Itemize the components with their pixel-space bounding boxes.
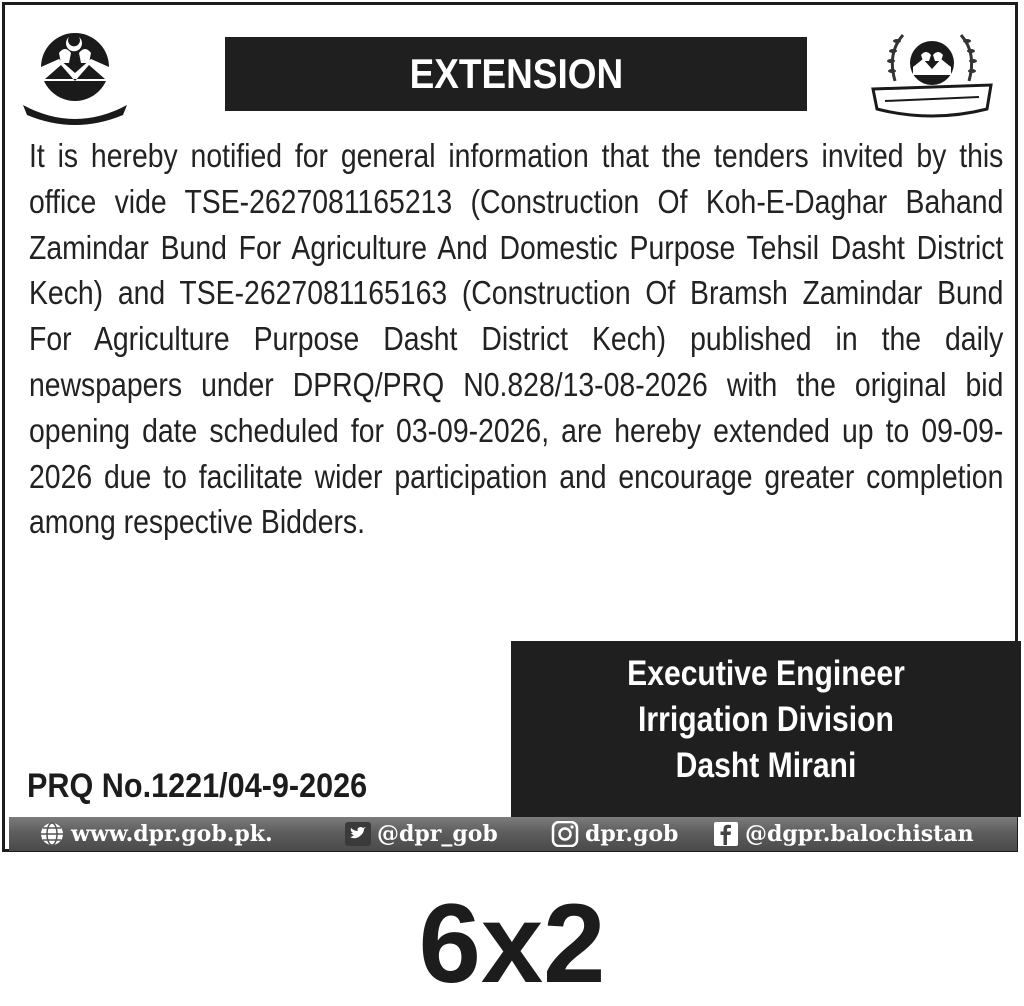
prq-number-text: PRQ No.1221/04-9-2026 [27,767,368,805]
footer-instagram[interactable] [551,820,678,848]
footer-twitter-text: @dpr_gob [377,821,498,847]
balochistan-government-logo [19,23,131,125]
twitter-icon [345,822,371,846]
footer-facebook[interactable] [713,820,974,848]
footer-website-text: www.dpr.gob.pk. [71,821,273,847]
dgpr-balochistan-logo [867,23,997,125]
globe-icon [39,821,65,847]
notice-body-text: It is hereby notified for general information that the tenders invited by this office vide TSE-2627081165213 (Construction Of Koh-E-Daghar Bahand Zamindar Bund For Agriculture And Domestic Purpose Tehsil Dasht District Kech) and TSE-2627081165163 (Construction Of Bramsh Zamindar Bund For Agriculture Purpose Dasht District Kech) published in the daily newspapers under DPRQ/PRQ N0.828/13-08-2026 with the original bid opening date scheduled for 03-09-2026, are hereby extended up to 09-09-2026 due to facilitate wider participation and encourage greater completion among respective Bidders. [29,137,1004,541]
notice-body [29,133,1003,545]
notice-title [225,37,807,111]
prq-number [27,767,405,806]
footer-facebook-text: @dgpr.balochistan [745,821,974,847]
contact-footer [9,817,1017,851]
notice-title-text: EXTENSION [409,50,623,97]
facebook-icon [713,821,739,847]
instagram-icon [551,821,579,847]
footer-instagram-text: dpr.gob [585,821,679,847]
signatory-title: Executive Engineer [627,654,905,693]
footer-website[interactable] [39,820,273,848]
public-notice [2,2,1018,852]
signatory-division: Irrigation Division [638,700,894,739]
signatory-location: Dasht Mirani [675,746,857,785]
footer-twitter[interactable] [345,820,498,848]
signatory-block [511,641,1021,817]
ad-size-label: 6x2 [418,881,606,1006]
